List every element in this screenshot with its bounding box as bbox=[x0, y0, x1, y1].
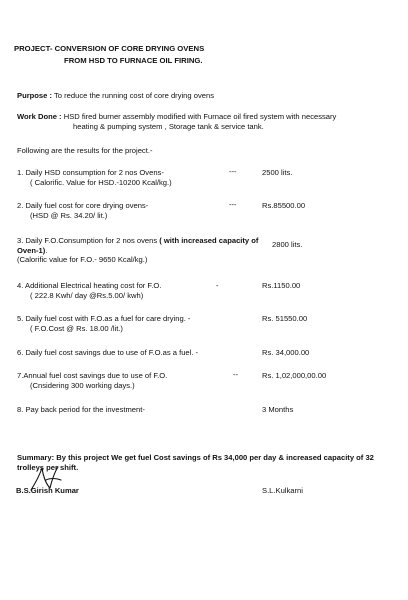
result-item-2-dash: --- bbox=[229, 200, 237, 209]
document-title-line1: PROJECT- CONVERSION OF CORE DRYING OVENS bbox=[14, 44, 205, 53]
result-item-5-value: Rs. 51550.00 bbox=[262, 314, 308, 323]
result-item-1-note: ( Calorific. Value for HSD.-10200 Kcal/kg.) bbox=[30, 177, 172, 187]
result-item-6-value: Rs. 34,000.00 bbox=[262, 348, 310, 357]
summary-text: Summary: By this project We get fuel Cost savings of Rs 34,000 per day & increased capacity of 32 trolleys per shift. bbox=[17, 453, 374, 472]
purpose-label: Purpose : bbox=[17, 91, 53, 100]
result-item-5 bbox=[17, 314, 262, 333]
result-item-3-text: 3. Daily F.O.Consumption for 2 nos ovens bbox=[17, 236, 158, 245]
result-item-2-note: (HSD @ Rs. 34.20/ lit.) bbox=[30, 210, 108, 220]
result-item-4-value: Rs.1150.00 bbox=[262, 281, 301, 290]
purpose-section bbox=[17, 91, 214, 101]
result-item-3-bold: ( with increased capacity of Oven-1) bbox=[17, 236, 259, 255]
result-item-4 bbox=[17, 281, 247, 300]
work-done-line1: HSD fired burner assembly modified with Furnace oil fired system with necessary bbox=[63, 112, 337, 121]
result-item-1-value: 2500 lits. bbox=[262, 168, 293, 177]
result-item-3 bbox=[17, 236, 262, 265]
result-item-5-note: ( F.O.Cost @ Rs. 18.00 /lit.) bbox=[30, 323, 123, 333]
work-done-section bbox=[17, 112, 402, 131]
result-item-6-text: 6. Daily fuel cost savings due to use of F.O.as a fuel. - bbox=[17, 348, 199, 357]
result-item-2 bbox=[17, 201, 247, 220]
result-item-7-note: (Cnsidering 300 working days.) bbox=[30, 380, 135, 390]
result-item-3-note: (Calorific value for F.O.- 9650 Kcal/kg.) bbox=[17, 255, 148, 265]
result-item-7-dash: -- bbox=[233, 370, 239, 379]
result-item-1-text: 1. Daily HSD consumption for 2 nos Ovens- bbox=[17, 168, 164, 177]
result-item-2-text: 2. Daily fuel cost for core drying ovens- bbox=[17, 201, 149, 210]
result-item-7 bbox=[17, 371, 247, 390]
results-intro: Following are the results for the project.- bbox=[17, 146, 153, 155]
result-item-3-tail: . bbox=[45, 245, 48, 255]
work-done-line2: heating & pumping system , Storage tank & service tank. bbox=[73, 121, 264, 131]
result-item-7-text: 7.Annual fuel cost savings due to use of F.O. bbox=[17, 371, 168, 380]
result-item-6 bbox=[17, 348, 262, 358]
purpose-text: To reduce the running cost of core drying ovens bbox=[54, 91, 214, 100]
result-item-7-value: Rs. 1,02,000,00.00 bbox=[262, 371, 327, 380]
result-item-8-value: 3 Months bbox=[262, 405, 294, 414]
result-item-1 bbox=[17, 168, 247, 187]
result-item-8-text: 8. Pay back period for the investment- bbox=[17, 405, 145, 414]
result-item-4-text: 4. Additional Electrical heating cost for F.O. bbox=[17, 281, 162, 290]
result-item-3-value: 2800 lits. bbox=[272, 240, 303, 249]
signature-right: S.L.Kulkarni bbox=[262, 486, 303, 495]
result-item-4-note: ( 222.8 Kwh/ day @Rs.5.00/ kwh) bbox=[30, 290, 144, 300]
result-item-2-value: Rs.85500.00 bbox=[262, 201, 306, 210]
signature-left: B.S.Girish Kumar bbox=[16, 486, 79, 495]
result-item-5-text: 5. Daily fuel cost with F.O.as a fuel for care drying. - bbox=[17, 314, 191, 323]
work-done-label: Work Done : bbox=[17, 112, 62, 121]
document-title-line2: FROM HSD TO FURNACE OIL FIRING. bbox=[64, 56, 203, 65]
result-item-4-dash: - bbox=[216, 281, 219, 290]
result-item-8 bbox=[17, 405, 247, 415]
result-item-1-dash: --- bbox=[229, 167, 237, 176]
